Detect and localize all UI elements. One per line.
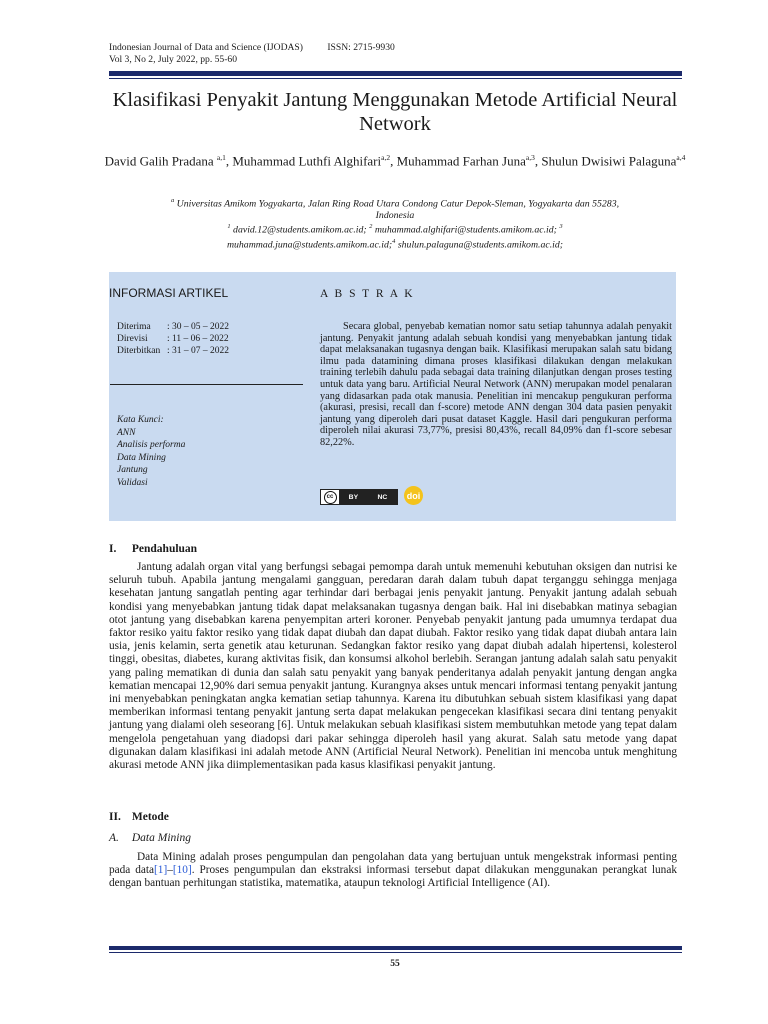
date-value: : 31 – 07 – 2022 xyxy=(167,346,230,356)
info-divider xyxy=(110,384,303,385)
section-number: I. xyxy=(109,543,117,555)
email-sup: 1 xyxy=(227,223,231,231)
section-heading xyxy=(109,811,169,823)
abstract-heading: A B S T R A K xyxy=(320,288,415,300)
author-sup: a,1 xyxy=(216,153,226,162)
body-paragraph: Jantung adalah organ vital yang berfungsi sebagai pemompa darah untuk memenuhi kebutuhan oksigen dan nutrisi ke seluruh tubuh. Apabila jantung mengalami gangguan, peredaran darah dalam tubuh dapat terganggu sehingga menjaga kesehatan jantung sangatlah penting agar terhindar dari berbagai jenis penyakit jantung. Penyakit jantung adalah sebuah kondisi yang menyebabkan jantung tidak dapat melaksanakan tugasnya dengan baik. Hal ini disebabkan matinya sebagian otot jantung yang disebabkan karena penyempitan arteri koroner. Penyebab penyakit jantung pada umumnya terdapat dua faktor resiko yaitu faktor resiko yang tidak dapat diubah dan dapat diubah. Faktor resiko yang tidak dapat diubah antara lain usia, jenis kelamin, serta genetik atau keturunan. Sedangkan faktor resiko yang dapat diubah adalah hipertensi, kolesterol tinggi, obesitas, diabetes, kurang aktivitas fisik, dan konsumsi alkohol berlebih. Serangan jantung adalah salah satu penyakit yang paling mematikan di dunia dan salah satu penyakit yang banyak penderitanya adalah penyakit jantung dengan angka kematian mencapai 12,90% dari semua penyakit jantung. Kurangnya akses untuk mencari informasi tentang penyakit jantung ini menyebabkan peningkatan angka kematian setiap tahunnya. Karena itu dibutuhkan sebuah sistem klasifikasi yang dapat memberikan informasi tentang penyakit jantung serta dapat melakukan pengecekan klasifikasi secara dini tentang penyakit jantung yang dialami oleh seseorang [6]. Untuk melakukan sebuah klasifikasi sistem membutuhkan metode yang tepat dalam mengelola pengetahuan yang diadopsi dari pakar sehingga diperoleh hasil yang akurat. Salah satu metode yang dapat digunakan dalam klasifikasi ini adalah metode ANN (Artificial Neural Network). Penelitian ini mencoba untuk menghitung akurasi metode ANN jika diimplementasikan pada kasus klasifikasi penyakit jantung. xyxy=(109,561,677,772)
keywords-label: Kata Kunci: xyxy=(117,415,164,425)
email-sup: 2 xyxy=(369,223,373,231)
date-label: Diterima xyxy=(117,322,151,332)
subsection-heading xyxy=(109,832,191,844)
author-name: Muhammad Farhan Juna xyxy=(396,153,526,169)
keyword: Analisis performa xyxy=(117,440,186,450)
author-name: David Galih Pradana xyxy=(104,153,214,169)
citation-dash: – xyxy=(167,864,173,877)
keyword: Validasi xyxy=(117,477,148,488)
footer-rule xyxy=(109,946,682,950)
article-info-heading: INFORMASI ARTIKEL xyxy=(109,286,229,300)
email-sup: 3 xyxy=(559,223,563,231)
email-link[interactable]: muhammad.juna@students.amikom.ac.id; xyxy=(226,239,393,251)
journal-issn: ISSN: 2715-9930 xyxy=(327,42,395,53)
by-icon: BY xyxy=(348,493,359,501)
author-sup: a,4 xyxy=(676,153,686,162)
affiliation-sup: a xyxy=(170,197,175,204)
author-list: David Galih Pradana $^{a,1}$, Muhammad Luthfi Alghifari$^{a,2}$, Muhammad Farhan Juna$^{a,3}$, Shulun Dwisiwi Palaguna$^{a,4}$ xyxy=(104,153,686,169)
page-number: 55 xyxy=(390,959,400,969)
author-name: Shulun Dwisiwi Palaguna xyxy=(541,153,677,169)
section-title: Metode xyxy=(131,811,169,823)
journal-header xyxy=(109,42,395,66)
date-value: : 11 – 06 – 2022 xyxy=(167,334,229,344)
license-terms xyxy=(339,490,397,504)
affiliation-line1: Universitas Amikom Yogyakarta, Jalan Ring Road Utara Condong Catur Depok-Sleman, Yogyakarta dan 55283, xyxy=(176,198,620,210)
cc-license-badge[interactable] xyxy=(320,489,398,505)
keyword: Data Mining xyxy=(117,452,166,463)
subsection-title: Data Mining xyxy=(131,832,191,844)
date-row xyxy=(117,321,229,333)
header-rule-thin xyxy=(109,78,682,79)
nc-icon: NC xyxy=(377,493,388,501)
header-rule xyxy=(109,71,682,76)
keyword: Jantung xyxy=(117,465,148,475)
affiliation xyxy=(100,195,690,251)
author-name: Muhammad Luthfi Alghifari xyxy=(232,153,382,169)
paper-title: Klasifikasi Penyakit Jantung Menggunakan Metode Artificial Neural Network xyxy=(112,89,678,135)
keyword: ANN xyxy=(117,427,136,438)
paragraph-text: . Proses pengumpulan dan ekstraksi informasi tersebut dapat dilakukan menggunakan perangkat lunak dengan bantuan perhitungan statistika, matematika, ataupun teknologi Artificial Intelligence (AI). xyxy=(109,864,677,890)
email-link[interactable]: muhammad.alghifari@students.amikom.ac.id; xyxy=(374,224,557,236)
abstract-text: Secara global, penyebab kematian nomor satu setiap tahunnya adalah penyakit jantung. Penyakit jantung adalah sebuah kondisi yang menyebabkan jantung tidak dapat melaksanakan tugasnya dengan baik. Klasifikasi merupakan salah satu bidang ilmu pada datamining dimana proses klasifikasi dilakukan dengan melakukan training terlebih dahulu pada sebagai data training dilanjutkan dengan proses testing untuk data yang baru. Artificial Neural Network (ANN) merupakan model penalaran yang didasarkan pada otak manusia. Penelitian ini mencakup pengukuran performa (akurasi, presisi, recall dan f-score) metode ANN dengan 304 data pasien penyakit jantung yang diperoleh dari pusat dataset Kaggle. Hasil dari pengukuran performa diperoleh nilai akurasi 73,77%, presisi 80,43%, recall 84,09% dan f1-score sebesar 82,22%. xyxy=(320,321,672,448)
date-label: Direvisi xyxy=(117,334,148,344)
citation-link[interactable]: [1] xyxy=(154,864,168,877)
journal-volume: Vol 3, No 2, July 2022, pp. 55-60 xyxy=(109,54,238,65)
section-heading xyxy=(109,543,197,555)
section-title: Pendahuluan xyxy=(131,543,198,555)
email-link[interactable]: david.12@students.amikom.ac.id; xyxy=(233,224,367,236)
footer-rule-thin xyxy=(109,952,682,953)
date-row xyxy=(117,333,229,345)
section-number: II. xyxy=(109,811,121,823)
date-label: Diterbitkan xyxy=(117,346,161,356)
email-link[interactable]: shulun.palaguna@students.amikom.ac.id; xyxy=(397,239,564,251)
email-sup: 4 xyxy=(392,238,396,246)
body-paragraph xyxy=(109,851,677,891)
date-row xyxy=(117,345,229,357)
keywords xyxy=(117,414,185,489)
author-sup: a,3 xyxy=(525,153,535,162)
date-value: : 30 – 05 – 2022 xyxy=(167,322,230,332)
affiliation-line2: Indonesia xyxy=(375,209,415,221)
author-sup: a,2 xyxy=(381,153,391,162)
subsection-number: A. xyxy=(109,832,119,844)
cc-icon: cc xyxy=(321,490,339,504)
citation-link[interactable]: [10] xyxy=(172,864,192,877)
article-dates xyxy=(117,321,229,357)
paragraph-text: Data Mining adalah proses pengumpulan dan pengolahan data yang bertujuan untuk mengekstrak informasi penting pada data xyxy=(109,851,677,877)
doi-icon[interactable]: doi xyxy=(404,486,423,505)
journal-name: Indonesian Journal of Data and Science (IJODAS) xyxy=(109,42,303,53)
